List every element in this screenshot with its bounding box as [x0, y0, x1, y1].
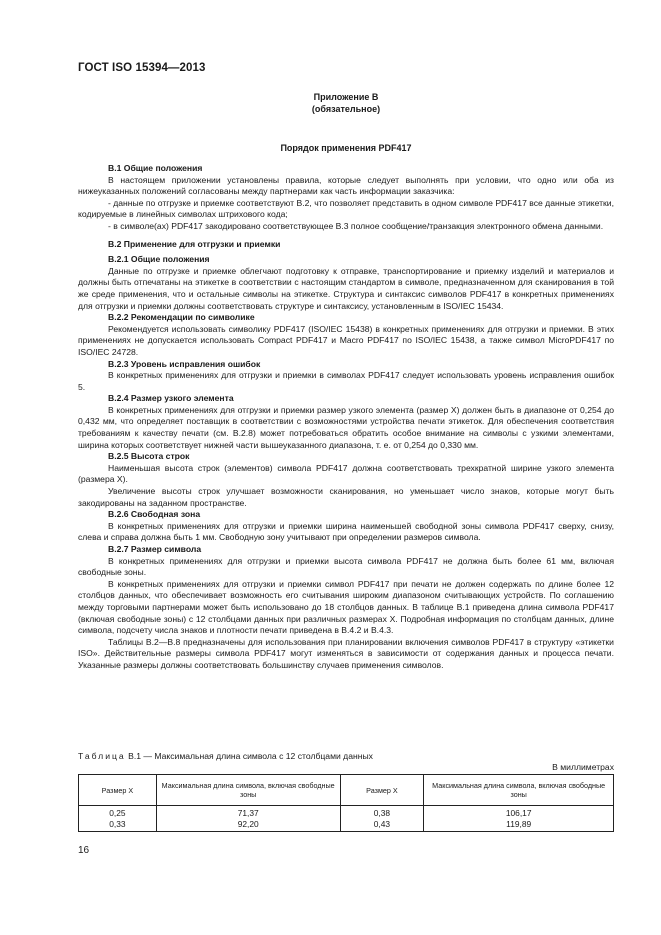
paragraph: В конкретных применениях для отгрузки и приемки в символах PDF417 следует использовать уровень исправления ошибок 5.	[78, 370, 614, 392]
table-label: Таблица	[78, 751, 126, 761]
paragraph: В конкретных применениях для отгрузки и приемки ширина наименьшей свободной зоны символа PDF417 сверху, снизу, слева и справа должна быть 1 мм. Свободную зону учитывают при определении размеров символа.	[78, 520, 614, 543]
paragraph: В конкретных применениях для отгрузки и приемки символ PDF417 при печати не должен содержать по длине более 12 столбцов данных, что обеспечивает возможность его считывания широким диапазоном считывающих устройств. По соглашению между торговыми партнерами может быть использовано до 18 столбцов данных. В таблице В.1 приведена длина символа PDF417 (включая свободные зоны) с 12 столбцами данных при различных размерах X. Подробная информация по столбцам данных, длине символа, подсчету числа знаков и плотности печати приведена в В.4.2 и В.4.3.	[78, 578, 614, 636]
annex-title: Приложение В	[313, 92, 379, 102]
list-item: - данные по отгрузке и приемке соответствуют В.2, что позволяет представить в одном символе PDF417 все данные этикетки, кодируемые в линейных символах штрихового кода;	[78, 197, 614, 220]
table-cell: 119,89	[424, 819, 614, 832]
paragraph: В настоящем приложении установлены правила, которые следует выполнять при условии, что одно или оба из нижеуказанных положений согласованы между партнерами как часть информации заказчика:	[78, 174, 614, 197]
table-caption-text: В.1 — Максимальная длина символа с 12 столбцами данных	[125, 751, 373, 761]
table-cell: 106,17	[424, 806, 614, 820]
section-heading: В.1 Общие положения	[108, 163, 203, 173]
header-cell: Размер X	[79, 775, 157, 806]
annex-body	[78, 163, 614, 672]
subsection-heading: В.2.4 Размер узкого элемента	[108, 393, 234, 404]
subsection-heading: В.2.7 Размер символа	[108, 544, 202, 554]
table-row	[79, 819, 614, 832]
paragraph: Рекомендуется использовать символику PDF417 (ISO/IEC 15438) в конкретных применениях для отгрузки и приемки. В этих применениях не допускается использовать Compact PDF417 и Macro PDF417 по ISO/IEC 15438, а также символ MicroPDF417 по ISO/IEC 24728.	[78, 323, 614, 357]
paragraph: В конкретных применениях для отгрузки и приемки размер узкого элемента (размер X) должен быть в диапазоне от 0,254 до 0,432 мм, что определяет поставщик в соответствии с возможностями устройства печати этикеток. Для обеспечения соответствия требованиям к качеству печати (см. В.2.8) может потребоваться обратить особое внимание на символы с узкими элементами, ширина которых соответствует нижней части вышеуказанного диапазона, т. е. от 0,254 до 0,330 мм.	[78, 404, 614, 450]
table-cell: 71,37	[156, 806, 340, 820]
subsection-heading: В.2.3 Уровень исправления ошибок	[108, 358, 261, 369]
header-cell: Максимальная длина символа, включая свободные зоны	[156, 775, 340, 806]
table-caption	[78, 751, 373, 761]
paragraph: Таблицы В.2—В.8 предназначены для использования при планировании включения символов PDF417 в структуру «этикетки ISO». Действительные размеры символа PDF417 могут изменяться в зависимости от содержания данных и процесса печати. Указанные размеры должны соответствовать большинству случаев применения символов.	[78, 636, 614, 670]
data-table	[78, 774, 614, 832]
subsection-heading: В.2.6 Свободная зона	[108, 509, 201, 520]
header-cell: Максимальная длина символа, включая свободные зоны	[424, 775, 614, 806]
subsection-heading: В.2.2 Рекомендации по символике	[108, 312, 255, 323]
standard-header: ГОСТ ISO 15394—2013	[78, 62, 206, 74]
subsection-heading: В.2.1 Общие положения	[108, 254, 210, 265]
table-cell: 92,20	[156, 819, 340, 832]
table-row	[79, 806, 614, 820]
table-cell: 0,25	[79, 806, 157, 820]
header-cell: Размер X	[340, 775, 424, 806]
paragraph: Наименьшая высота строк (элементов) символа PDF417 должна соответствовать трехкратной ширине узкого элемента (размера X).	[78, 462, 614, 485]
paragraph: В конкретных применениях для отгрузки и приемки высота символа PDF417 не должна быть более 61 мм, включая свободные зоны.	[78, 555, 614, 578]
annex-heading: Порядок применения PDF417	[280, 143, 412, 153]
table-cell: 0,38	[340, 806, 424, 820]
annex-status: (обязательное)	[311, 104, 381, 114]
section-heading: В.2 Применение для отгрузки и приемки	[108, 238, 281, 249]
table-cell: 0,43	[340, 819, 424, 832]
table-cell: 0,33	[79, 819, 157, 832]
subsection-heading: В.2.5 Высота строк	[108, 451, 190, 462]
page-number: 16	[78, 845, 90, 856]
paragraph: Данные по отгрузке и приемке облегчают подготовку к отправке, транспортирование и приемку изделий и материалов и должны быть отпечатаны на этикетке в соответствии с настоящим стандартом в символе, предназначенном для сканирования в той же среде применения, что и остальные символы на этикетке. Структура и синтаксис символов PDF417 в конкретных применениях для отгрузки и приемки должны соответствовать структуре и синтаксису, установленным в ISO/IEC 15434.	[78, 265, 614, 311]
table-header-row	[79, 775, 614, 806]
table-units: В миллиметрах	[552, 762, 614, 772]
paragraph: Увеличение высоты строк улучшает возможности сканирования, но уменьшает число знаков, которые могут быть закодированы на заданном пространстве.	[78, 486, 614, 508]
list-item: - в символе(ах) PDF417 закодировано соответствующее В.3 полное сообщение/транзакция электронного обмена данными.	[108, 220, 604, 231]
